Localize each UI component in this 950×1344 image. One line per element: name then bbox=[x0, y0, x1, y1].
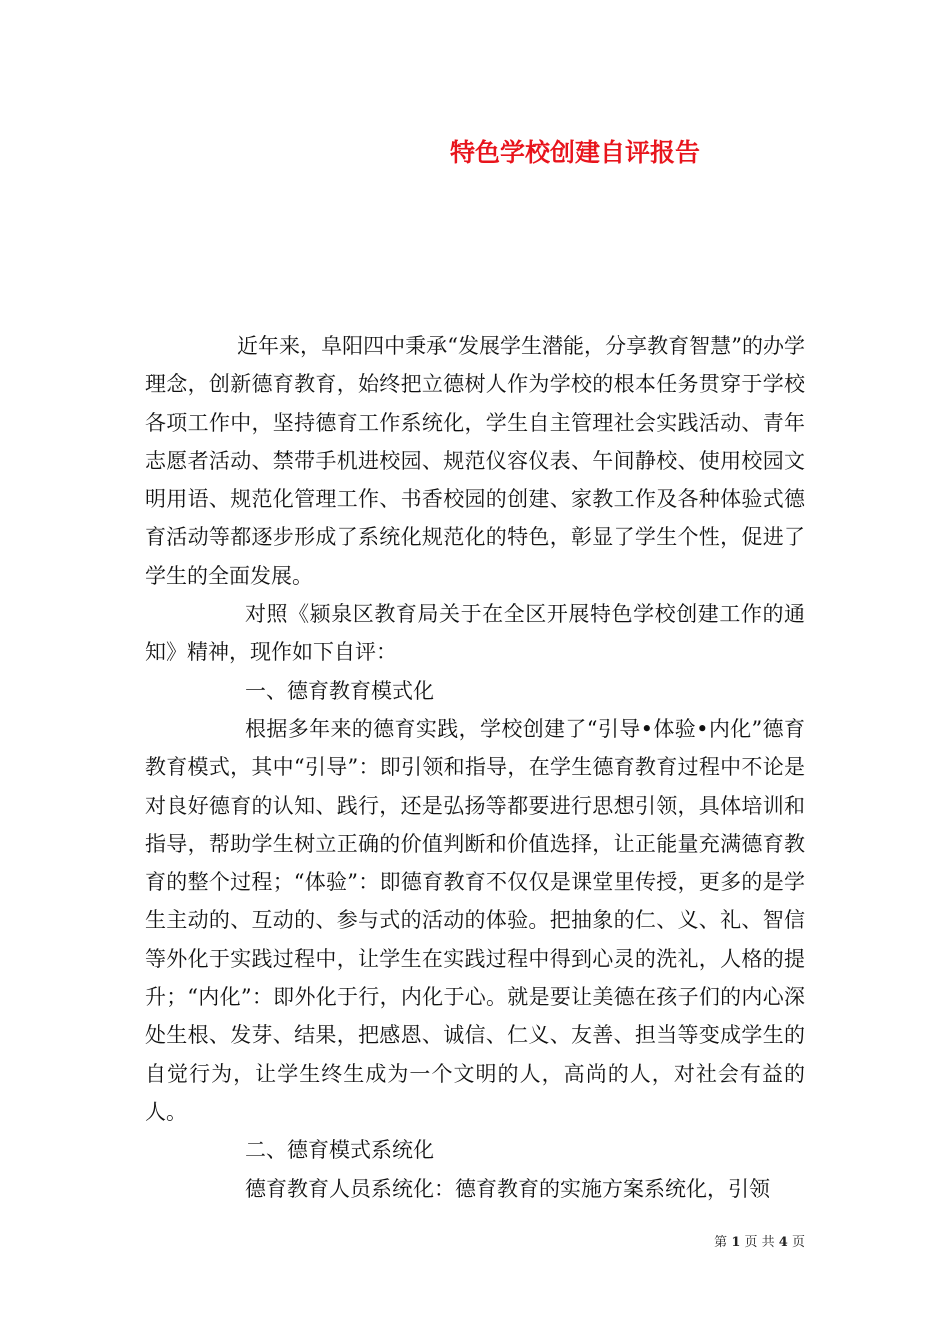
page-number-footer bbox=[714, 1231, 805, 1250]
body-paragraph-intro: 近年来，阜阳四中秉承“发展学生潜能，分享教育智慧”的办学理念，创新德育教育，始终把立德树人作为学校的根本任务贯穿于学校各项工作中，坚持德育工作系统化，学生自主管理社会实践活动、青年志愿者活动、禁带手机进校园、规范仪容仪表、午间静校、使用校园文明用语、规范化管理工作、书香校园的创建、家教工作及各种体验式德育活动等都逐步形成了系统化规范化的特色，彰显了学生个性，促进了学生的全面发展。 bbox=[145, 334, 805, 588]
page-mid: 页 共 bbox=[744, 1235, 775, 1250]
page-total: 4 bbox=[778, 1235, 788, 1250]
body-paragraph-model: 根据多年来的德育实践，学校创建了“引导•体验•内化”德育教育模式，其中“引导”：即引领和指导，在学生德育教育过程中不论是对良好德育的认知、践行，还是弘扬等都要进行思想引领，具体培训和指导，帮助学生树立正确的价值判断和价值选择，让正能量充满德育教育的整个过程；“体验”：即德育教育不仅仅是课堂里传授，更多的是学生主动的、互动的、参与式的活动的体验。把抽象的仁、义、礼、智信等外化于实践过程中，让学生在实践过程中得到心灵的洗礼，人格的提升；“内化”：即外化于行，内化于心。就是要让美德在孩子们的内心深处生根、发芽、结果，把感恩、诚信、仁义、友善、担当等变成学生的自觉行为，让学生终生成为一个文明的人，高尚的人，对社会有益的人。 bbox=[145, 716, 805, 1124]
body-paragraph-system: 德育教育人员系统化：德育教育的实施方案系统化，引领 bbox=[245, 1176, 770, 1201]
page-prefix: 第 bbox=[714, 1235, 728, 1250]
document-title: 特色学校创建自评报告 bbox=[449, 138, 700, 167]
page-suffix: 页 bbox=[791, 1235, 805, 1250]
page-current: 1 bbox=[731, 1235, 741, 1250]
section-heading-1: 一、德育教育模式化 bbox=[245, 678, 434, 703]
body-paragraph-reference: 对照《颍泉区教育局关于在全区开展特色学校创建工作的通知》精神，现作如下自评： bbox=[145, 602, 805, 665]
document-body bbox=[145, 327, 805, 1208]
section-heading-2: 二、德育模式系统化 bbox=[245, 1138, 434, 1163]
